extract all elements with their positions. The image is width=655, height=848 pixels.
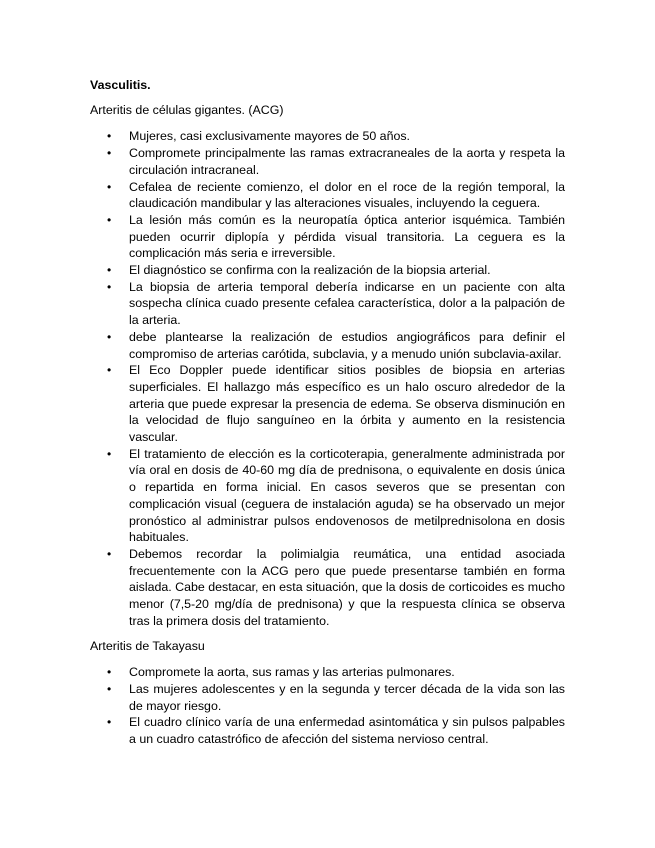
bullet-list-takayasu — [90, 664, 565, 748]
bullet-icon: • — [107, 546, 112, 561]
bullet-icon: • — [107, 363, 112, 378]
section-heading-acg: Arteritis de células gigantes. (ACG) — [90, 102, 284, 117]
list-item — [107, 329, 565, 362]
bullet-icon: • — [107, 179, 112, 194]
list-item-text: Compromete la aorta, sus ramas y las arterias pulmonares. — [129, 665, 455, 680]
bullet-icon: • — [107, 146, 112, 161]
list-item — [107, 681, 565, 714]
bullet-icon: • — [107, 715, 112, 730]
list-item-text: Cefalea de reciente comienzo, el dolor en el roce de la región temporal, la claudicación mandibular y las alteraciones visuales, incluyendo la ceguera. — [129, 179, 565, 211]
list-item-text: El cuadro clínico varía de una enfermedad asintomática y sin pulsos palpables a un cuadro catastrófico de afección del sistema nervioso central. — [129, 715, 565, 747]
list-item-text: La biopsia de arteria temporal debería indicarse en un paciente con alta sospecha clínica cuado presente cefalea característica, dolor a la palpación de la arteria. — [129, 279, 565, 328]
list-item — [107, 179, 565, 212]
list-item-text: Las mujeres adolescentes y en la segunda y tercer década de la vida son las de mayor riesgo. — [129, 681, 565, 713]
document-title: Vasculitis. — [90, 78, 151, 92]
bullet-icon: • — [107, 129, 112, 144]
bullet-icon: • — [107, 329, 112, 344]
section-heading-takayasu: Arteritis de Takayasu — [90, 638, 205, 653]
list-item — [107, 128, 565, 145]
bullet-icon: • — [107, 212, 112, 227]
list-item — [107, 212, 565, 262]
bullet-icon: • — [107, 681, 112, 696]
list-item — [107, 279, 565, 329]
list-item-text: El Eco Doppler puede identificar sitios posibles de biopsia en arterias superficiales. El hallazgo más específico es un halo oscuro alrededor de la arteria que puede expresar la presencia de edema. Se observa disminución en la velocidad de flujo sanguíneo en la órbita y aumento en la resistencia vascular. — [129, 363, 565, 445]
list-item-text: La lesión más común es la neuropatía óptica anterior isquémica. También pueden ocurrir diplopía y pérdida visual transitoria. La ceguera es la complicación más seria e irreversible. — [129, 212, 565, 261]
list-item — [107, 446, 565, 546]
list-item-text: Compromete principalmente las ramas extracraneales de la aorta y respeta la circulación intracraneal. — [129, 146, 565, 177]
list-item — [107, 664, 565, 681]
list-item-text: El tratamiento de elección es la corticoterapia, generalmente administrada por vía oral en dosis de 40-60 mg día de prednisona, o equivalente en dosis única o repartida en forma inicial. En casos severos que se presentan con complicación visual (ceguera de instalación aguda) se ha observado un mejor pronóstico al administrar pulsos endovenosos de metilprednisolona en dosis habituales. — [129, 446, 565, 545]
bullet-icon: • — [107, 263, 112, 278]
list-item — [107, 546, 565, 630]
bullet-icon: • — [107, 446, 112, 461]
bullet-list-acg — [90, 128, 565, 629]
bullet-icon: • — [107, 279, 112, 294]
bullet-icon: • — [107, 665, 112, 680]
list-item — [107, 362, 565, 446]
list-item-text: El diagnóstico se confirma con la realización de la biopsia arterial. — [129, 263, 491, 278]
list-item-text: Debemos recordar la polimialgia reumática, una entidad asociada frecuentemente con la ACG pero que puede presentarse también en forma aislada. Cabe destacar, en esta situación, que la dosis de corticoides es mucho menor (7,5-20 mg/día de prednisona) y que la respuesta clínica se observa tras la primera dosis del tratamiento. — [129, 546, 565, 628]
list-item-text: debe plantearse la realización de estudios angiográficos para definir el compromiso de arterias carótida, subclavia, y a menudo unión subclavia-axilar. — [129, 329, 565, 361]
list-item — [107, 262, 565, 279]
list-item — [107, 714, 565, 747]
list-item — [107, 145, 565, 178]
list-item-text: Mujeres, casi exclusivamente mayores de 50 años. — [129, 129, 410, 144]
